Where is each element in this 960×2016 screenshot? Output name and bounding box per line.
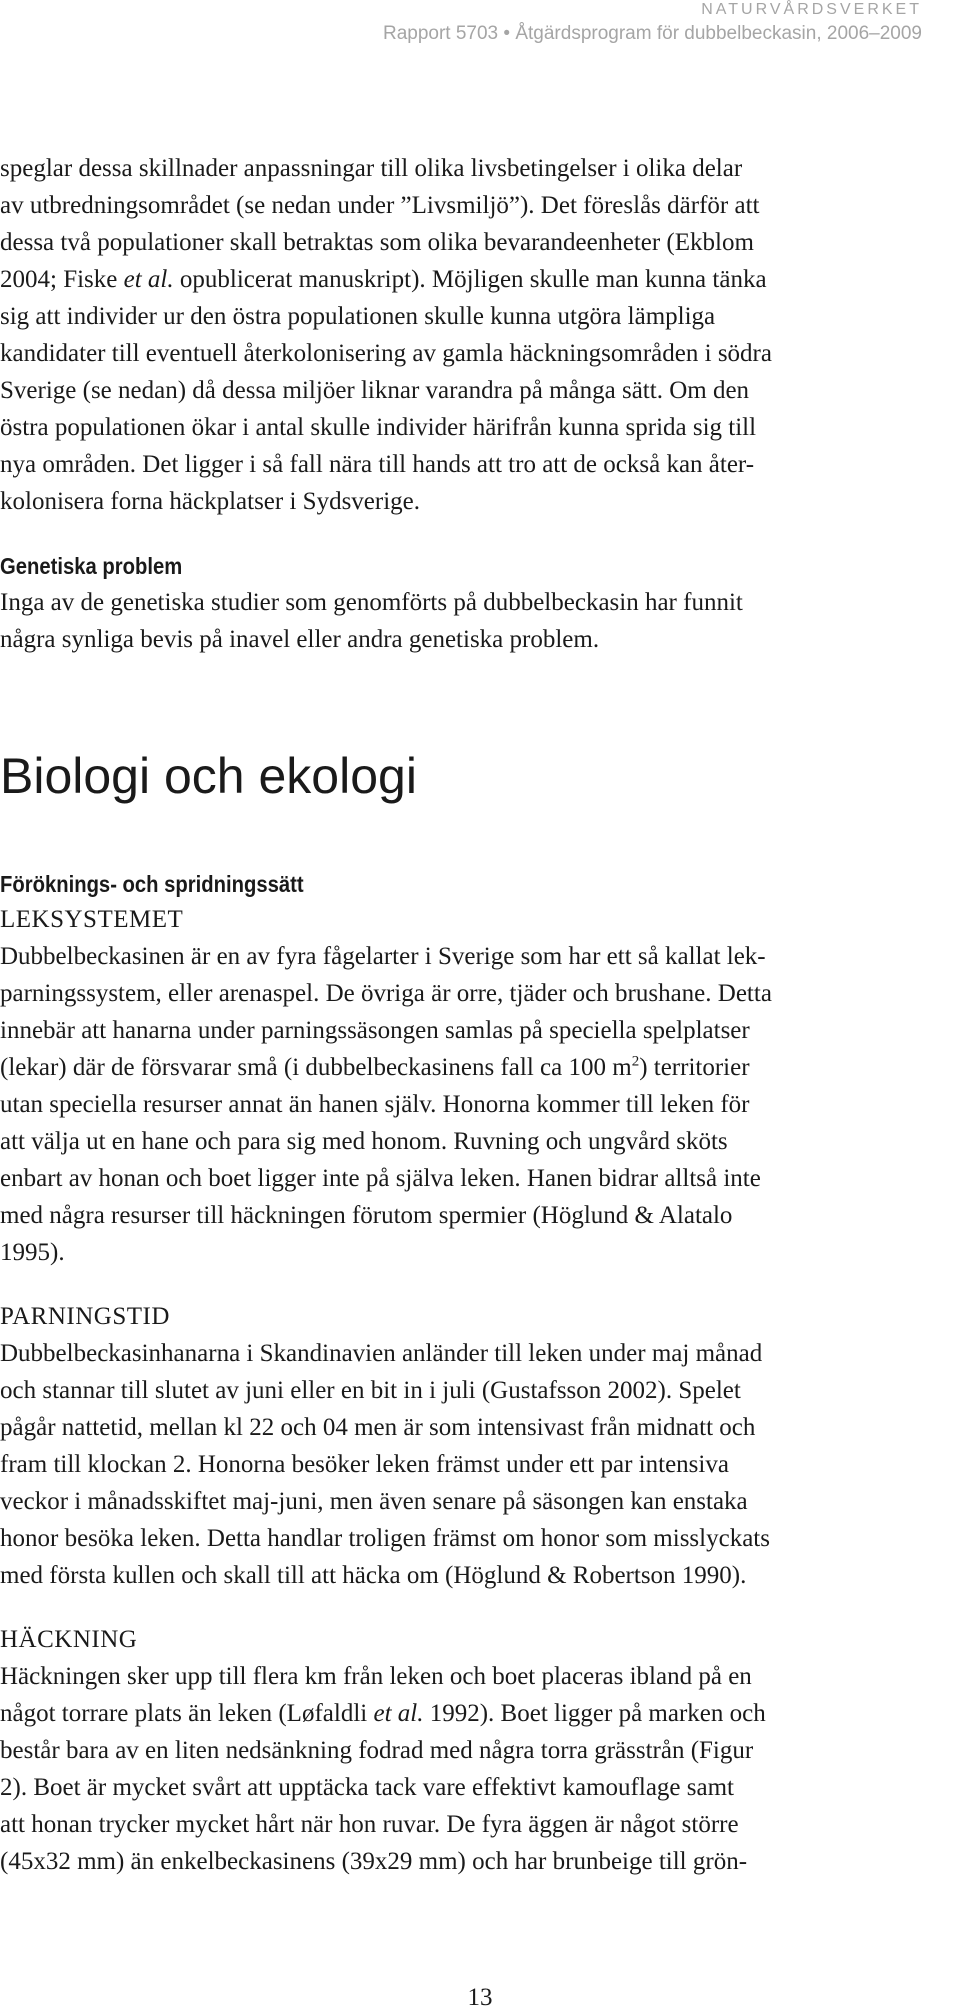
genetics-paragraph: Inga av de genetiska studier som genomförts på dubbelbeckasin har funnit några synliga bevis på inavel eller andra genetiska problem.: [0, 589, 743, 653]
nesting-text-start: Häckningen sker upp till flera km från leken och boet placeras ibland på en något torrare plats än leken (Løfaldli: [0, 1663, 752, 1727]
nesting-paragraph: [0, 1658, 960, 1880]
intro-paragraph: [0, 150, 960, 520]
lek-text-end: ) territorier utan speciella resurser annat än hanen själv. Honorna kommer till leken för att välja ut en hane och para sig med honom. Ruvning och ungvård sköts enbart av honan och boet ligger inte på själva leken. Hanen bidrar alltså inte med några resurser till häckningen förutom spermier (Höglund & Alatalo 1995).: [0, 1054, 761, 1266]
lek-subheading: LEKSYSTEMET: [0, 906, 184, 933]
lek-paragraph: [0, 938, 960, 1271]
mating-subheading: PARNINGSTID: [0, 1303, 170, 1330]
publisher-name: NATURVÅRDSVERKET: [701, 1, 922, 18]
nesting-et-al: et al.: [373, 1700, 424, 1727]
page-content: [0, 150, 960, 1880]
intro-text-end: opublicerat manuskript). Möjligen skulle man kunna tänka sig att individer ur den östra populationen skulle kunna utgöra lämpliga kandidater till eventuell återkolonisering av gamla häckningsområden i södra Sverige (se nedan) då dessa miljöer liknar varandra på många sätt. Om den östra populationen ökar i antal skulle individer härifrån kunna sprida sig till nya områden. Det ligger i så fall nära till hands att tro att de också kan åter- kolonisera forna häckplatser i Sydsverige.: [0, 266, 772, 515]
report-title: Rapport 5703 • Åtgärdsprogram för dubbelbeckasin, 2006–2009: [382, 23, 922, 44]
reproduction-heading: Föröknings- och spridningssätt: [0, 871, 304, 897]
running-header: [383, 0, 922, 48]
nesting-subheading: HÄCKNING: [0, 1626, 138, 1653]
intro-text-start: speglar dessa skillnader anpassningar till olika livsbetingelser i olika delar av utbredningsområdet (se nedan under ”Livsmiljö”). Det föreslås därför att dessa två populationer skall betraktas som olika bevarandeenheter (Ekblom 2004; Fiske: [0, 155, 760, 293]
genetics-heading: Genetiska problem: [0, 553, 183, 579]
lek-superscript: 2: [631, 1053, 640, 1070]
lek-text-start: Dubbelbeckasinen är en av fyra fågelarter i Sverige som har ett så kallat lek- parningssystem, eller arenaspel. De övriga är orre, tjäder och brushane. Detta innebär att hanarna under parningssäsongen samlas på speciella spelplatser (lekar) där de försvarar små (i dubbelbeckasinens fall ca 100 m: [0, 943, 772, 1081]
intro-et-al: et al.: [123, 266, 174, 293]
chapter-title: Biologi och ekologi: [0, 748, 417, 804]
nesting-text-end: 1992). Boet ligger på marken och består bara av en liten nedsänkning fodrad med några torra grässtrån (Figur 2). Boet är mycket svårt att upptäcka tack vare effektivt kamouflage samt att honan trycker mycket hårt när hon ruvar. De fyra äggen är något större (45x32 mm) än enkelbeckasinens (39x29 mm) och har brunbeige till grön-: [0, 1700, 766, 1875]
mating-paragraph: Dubbelbeckasinhanarna i Skandinavien anländer till leken under maj månad och stannar till slutet av juni eller en bit in i juli (Gustafsson 2002). Spelet pågår nattetid, mellan kl 22 och 04 men är som intensivast från midnatt och fram till klockan 2. Honorna besöker leken främst under ett par intensiva veckor i månadsskiftet maj-juni, men även senare på säsongen kan enstaka honor besöka leken. Detta handlar troligen främst om honor som misslyckats med första kullen och skall till att häcka om (Höglund & Robertson 1990).: [0, 1340, 770, 1589]
page-number: 13: [467, 1984, 493, 2011]
